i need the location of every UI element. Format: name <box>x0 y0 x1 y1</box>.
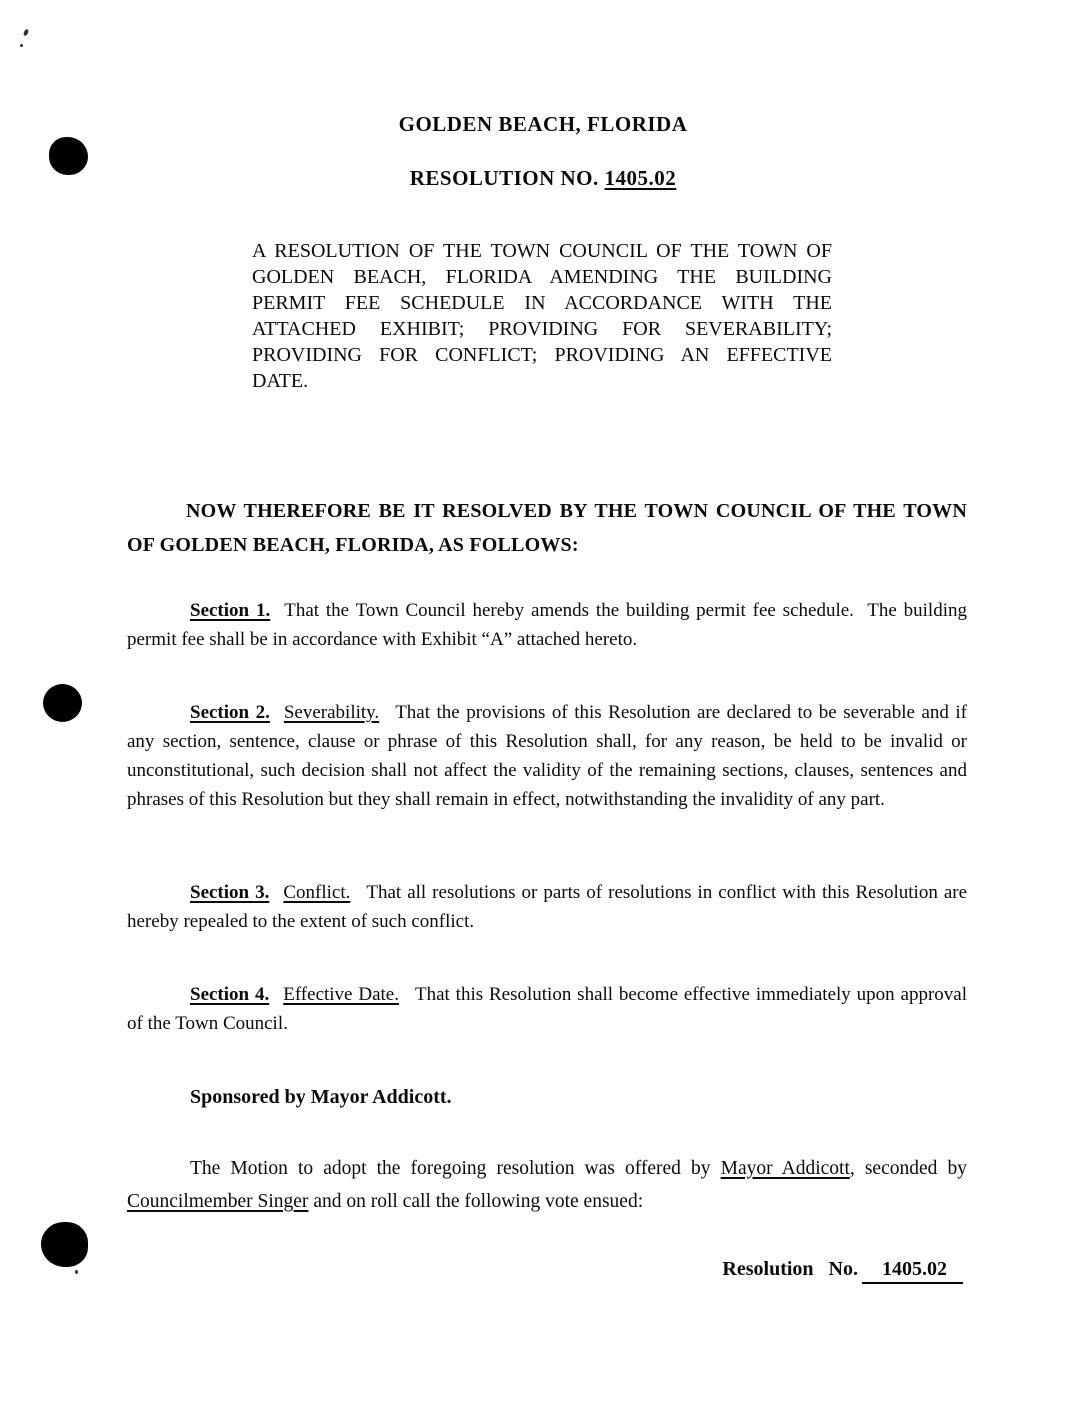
motion-seconded-by-name: Councilmember Singer <box>127 1191 309 1212</box>
footer-resolution-label: Resolution No. <box>722 1258 858 1280</box>
section-4-body: That this Resolution shall become effective immediately upon approval of the Town Council. <box>127 984 972 1034</box>
section-2-label: Section 2. <box>190 702 270 723</box>
section-4-paragraph <box>127 980 972 1038</box>
section-4-title: Effective Date. <box>283 984 399 1005</box>
scan-speckle <box>20 44 23 47</box>
section-3-paragraph <box>127 878 972 936</box>
hole-punch-mark <box>43 684 82 722</box>
section-4-label: Section 4. <box>190 984 270 1005</box>
sponsored-by-line: Sponsored by Mayor Addicott. <box>190 1086 452 1108</box>
section-1-body: That the Town Council hereby amends the building permit fee schedule. The building permit fee shall be in accordance with Exhibit “A” attached hereto. <box>127 600 972 650</box>
motion-offered-by-name: Mayor Addicott <box>720 1158 850 1179</box>
section-2-body: That the provisions of this Resolution are declared to be severable and if any section, sentence, clause or phrase of this Resolution shall, for any reason, be held to be invalid or unconstitutional, such decision shall not affect the validity of the remaining sections, clauses, sentences and phrases of this Resolution but they shall remain in effect, notwithstanding the invalidity of any part. <box>127 702 972 810</box>
motion-text-after: and on roll call the following vote ensued: <box>308 1191 644 1212</box>
motion-text-middle: , seconded by <box>849 1158 968 1179</box>
resolved-clause: NOW THEREFORE BE IT RESOLVED BY THE TOWN COUNCIL OF THE TOWN OF GOLDEN BEACH, FLORIDA, AS FOLLOWS: <box>127 500 973 556</box>
motion-paragraph <box>127 1152 967 1218</box>
hole-punch-mark <box>41 1222 88 1267</box>
footer-resolution-number: 1405.02 <box>862 1258 963 1284</box>
caption-paragraph: A RESOLUTION OF THE TOWN COUNCIL OF THE TOWN OF GOLDEN BEACH, FLORIDA AMENDING THE BUILDING PERMIT FEE SCHEDULE IN ACCORDANCE WITH THE ATTACHED EXHIBIT; PROVIDING FOR SEVERABILITY; PROVIDING FOR CONFLICT; PROVIDING AN EFFECTIVE DATE. <box>252 240 837 392</box>
resolution-number-value: 1405.02 <box>604 166 677 190</box>
resolution-number-heading <box>0 166 1086 191</box>
scan-speckle <box>23 28 30 36</box>
resolution-number-prefix: RESOLUTION NO. <box>409 166 605 190</box>
scan-speckle <box>75 1270 78 1274</box>
motion-text-before: The Motion to adopt the foregoing resolution was offered by <box>190 1158 721 1179</box>
section-2-paragraph <box>127 698 972 814</box>
footer-resolution-number-line <box>127 1258 967 1281</box>
document-title: GOLDEN BEACH, FLORIDA <box>398 112 688 136</box>
section-2-title: Severability. <box>283 702 380 723</box>
section-3-label: Section 3. <box>190 882 270 903</box>
section-3-body: That all resolutions or parts of resolutions in conflict with this Resolution are hereby repealed to the extent of such conflict. <box>127 882 972 932</box>
section-1-label: Section 1. <box>190 600 271 621</box>
section-1-paragraph <box>127 596 972 654</box>
section-3-title: Conflict. <box>283 882 351 903</box>
